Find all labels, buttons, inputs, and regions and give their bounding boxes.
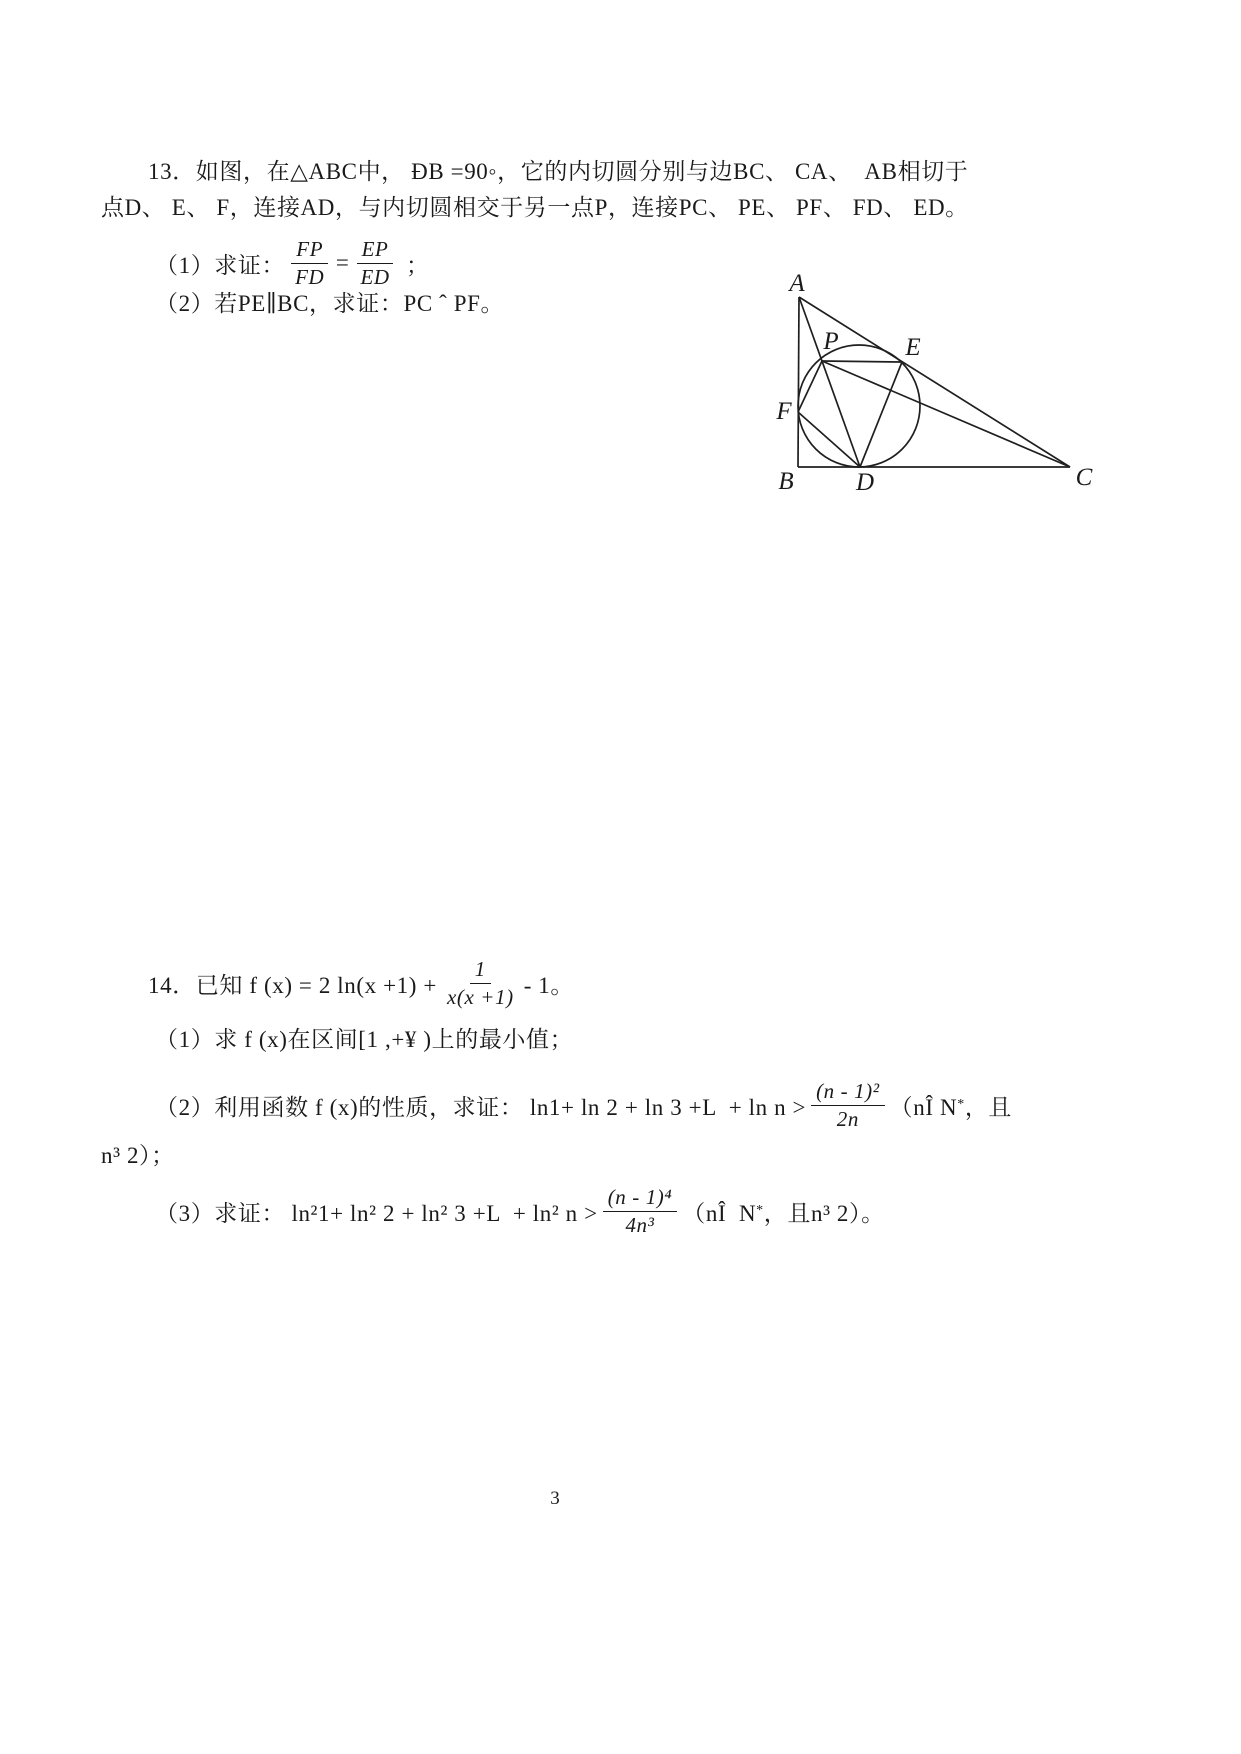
segment-PC — [822, 361, 1070, 467]
label-B: B — [778, 468, 794, 495]
n-star-superscript: * — [756, 1203, 764, 1218]
p14-q3-prefix: （3）求证： ln²1+ ln² 2 + ln² 3 +L + ln² n > — [155, 1200, 598, 1226]
side-CA — [799, 297, 1070, 467]
p13-line2: 点D、 E、 F，连接AD，与内切圆相交于另一点P，连接PC、 PE、 PF、 FD、 ED。 — [101, 195, 969, 220]
fraction-numerator: FP — [291, 237, 328, 263]
fraction-fp-fd — [290, 237, 329, 288]
p13-q1-equals: = — [334, 250, 351, 275]
fraction-numerator: (n - 1)² — [811, 1079, 885, 1105]
p13-line1: 13．如图，在△ABC中， ÐB =90◦，它的内切圆分别与边BC、 CA、 AB相切于 — [148, 159, 969, 184]
p14-q2-prefix: （2）利用函数 f (x)的性质，求证： ln1+ ln 2 + ln 3 +L + ln n > — [155, 1094, 807, 1120]
p14-q2 — [155, 1072, 1012, 1138]
fraction-denominator: 4n³ — [625, 1212, 655, 1237]
fraction-ep-ed — [355, 237, 394, 288]
side-AB — [798, 297, 799, 467]
fraction-denominator: 2n — [836, 1106, 859, 1131]
fraction-numerator: EP — [357, 237, 394, 263]
p14-q2-continuation: n³ 2）； — [101, 1143, 175, 1168]
triangle-incircle-diagram — [770, 240, 1100, 500]
fraction-denominator: ED — [360, 264, 390, 289]
p14-q3-suffix1: （nÎ N — [682, 1200, 757, 1226]
fraction-denominator: x(x +1) — [446, 984, 514, 1009]
figure-lines — [798, 297, 1070, 467]
p14-intro-suffix: - 1。 — [523, 972, 575, 998]
figure-labels — [775, 270, 1092, 496]
p14-q3-suffix2: ，且n³ 2）。 — [763, 1200, 885, 1226]
fraction-numerator: (n - 1)⁴ — [603, 1185, 678, 1211]
p14-q3 — [155, 1178, 885, 1244]
p14-q2-suffix2: ，且 — [964, 1094, 1013, 1120]
p14-intro — [148, 948, 574, 1018]
label-F: F — [776, 398, 792, 425]
p13-q1 — [155, 226, 430, 300]
segment-PE — [822, 361, 902, 362]
label-D: D — [855, 469, 875, 496]
p13-q1-suffix: ； — [399, 252, 430, 278]
label-C: C — [1075, 464, 1093, 491]
label-E: E — [905, 334, 921, 361]
fraction-denominator: FD — [295, 264, 325, 289]
fraction-n-1-sq-over-2n — [811, 1079, 885, 1130]
p13-q1-prefix: （1）求证： — [155, 252, 286, 278]
fraction-n-1-4th-over-4n3 — [603, 1185, 678, 1236]
geometry-figure — [770, 240, 1100, 500]
n-star-superscript: * — [957, 1097, 965, 1112]
p14-intro-prefix: 14．已知 f (x) = 2 ln(x +1) + — [148, 972, 437, 998]
page-number: 3 — [550, 1488, 560, 1509]
p13-q2: （2）若PE∥BC，求证：PC ˆ PF。 — [155, 291, 505, 316]
p14-q2-suffix1: （nÎ N — [889, 1094, 958, 1120]
p14-q1: （1）求 f (x)在区间[1 ,+¥ )上的最小值； — [155, 1027, 574, 1052]
fraction-1-over-xx1 — [442, 957, 519, 1008]
segment-AD — [799, 297, 860, 467]
label-A: A — [789, 270, 805, 297]
label-P: P — [823, 328, 839, 355]
fraction-numerator: 1 — [470, 957, 491, 983]
segment-ED — [860, 362, 902, 467]
